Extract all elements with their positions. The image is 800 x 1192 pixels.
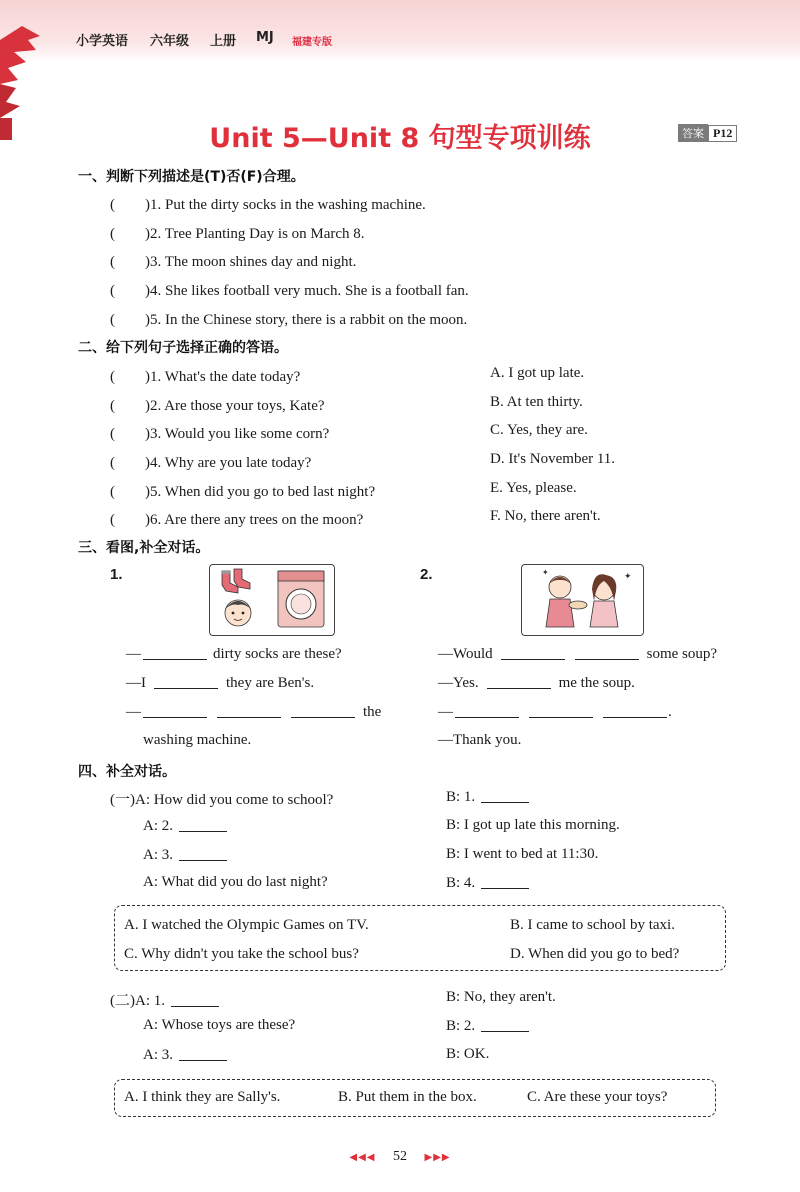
p2-option-b: B. Put them in the box. <box>338 1089 477 1105</box>
answer-reference <box>678 124 737 142</box>
socks-illustration-icon <box>222 569 250 593</box>
p1-b1-blank[interactable] <box>481 788 529 803</box>
s1-item-5: ( )5. In the Chinese story, there is a rabbit on the moon. <box>110 312 468 328</box>
d2-text-2b: me the soup. <box>558 675 635 691</box>
s2-question-5: ( )5. When did you go to bed last night? <box>110 484 376 500</box>
header-grade: 六年级 <box>150 34 190 49</box>
d1-line-1 <box>126 645 342 663</box>
d1-blank-1[interactable] <box>143 645 207 660</box>
p1-b4 <box>446 874 529 892</box>
d2-text-1a: —Would <box>438 646 493 662</box>
p1-a1 <box>110 788 333 809</box>
p2-a3 <box>143 1046 227 1064</box>
picture-2 <box>521 564 644 636</box>
picture-1 <box>209 564 335 636</box>
s2-answer-f: F. No, there aren't. <box>490 508 601 524</box>
p1-label: (一) <box>110 792 135 808</box>
p2-a1-text: A: 1. <box>135 993 165 1009</box>
p1-a2-text: A: 2. <box>143 818 173 834</box>
d2-blank-1b[interactable] <box>575 645 639 660</box>
section4-heading: 四、补全对话。 <box>78 764 176 780</box>
d2-line-1 <box>438 645 717 663</box>
d1-blank-2[interactable] <box>154 674 218 689</box>
p1-a2 <box>143 817 227 835</box>
p1-option-a: A. I watched the Olympic Games on TV. <box>124 917 369 933</box>
header-version: MJ <box>256 30 274 45</box>
header-book: 小学英语 <box>76 34 129 49</box>
washing-machine-illustration-icon <box>278 571 324 627</box>
s2-answer-a: A. I got up late. <box>490 365 585 381</box>
d1-blank-3c[interactable] <box>291 703 355 718</box>
d2-blank-3c[interactable] <box>603 703 667 718</box>
p1-a1-text: A: How did you come to school? <box>135 792 334 808</box>
p1-option-c: C. Why didn't you take the school bus? <box>124 946 359 962</box>
s2-answer-b: B. At ten thirty. <box>490 394 583 410</box>
p2-label: (二) <box>110 993 135 1009</box>
d2-text-1b: some soup? <box>646 646 718 662</box>
s2-question-2: ( )2. Are those your toys, Kate? <box>110 398 325 414</box>
d2-line-3 <box>438 703 672 721</box>
section2-heading: 二、给下列句子选择正确的答语。 <box>78 340 288 356</box>
d1-text-2b: they are Ben's. <box>226 675 315 691</box>
section1-heading: 一、判断下列描述是(T)否(F)合理。 <box>78 169 305 185</box>
p1-a2-blank[interactable] <box>179 817 227 832</box>
p2-b1: B: No, they aren't. <box>446 989 556 1005</box>
p1-b1 <box>446 788 529 806</box>
p1-b1-text: B: 1. <box>446 789 476 805</box>
d1-dash-3: — <box>126 704 141 720</box>
d2-blank-3a[interactable] <box>455 703 519 718</box>
p1-a4: A: What did you do last night? <box>143 874 328 890</box>
p2-b2 <box>446 1017 529 1035</box>
answer-page: P12 <box>708 125 737 142</box>
d2-blank-1a[interactable] <box>501 645 565 660</box>
svg-text:✦: ✦ <box>542 568 549 577</box>
s2-question-1: ( )1. What's the date today? <box>110 369 301 385</box>
p2-b2-blank[interactable] <box>481 1017 529 1032</box>
s1-item-2: ( )2. Tree Planting Day is on March 8. <box>110 226 365 242</box>
s3-num-1: 1. <box>110 566 123 583</box>
s2-question-4: ( )4. Why are you late today? <box>110 455 312 471</box>
p2-a3-blank[interactable] <box>179 1046 227 1061</box>
d2-text-2a: —Yes. <box>438 675 479 691</box>
s2-answer-e: E. Yes, please. <box>490 480 577 496</box>
d1-text-2a: —I <box>126 675 146 691</box>
p1-b2: B: I got up late this morning. <box>446 817 620 833</box>
boy-face-illustration-icon <box>225 600 251 626</box>
p1-a3 <box>143 846 227 864</box>
page-title: Unit 5—Unit 8 句型专项训练 <box>209 123 591 154</box>
p1-b3: B: I went to bed at 11:30. <box>446 846 599 862</box>
p2-b3: B: OK. <box>446 1046 490 1062</box>
d1-line-4: washing machine. <box>143 732 252 748</box>
s1-item-1: ( )1. Put the dirty socks in the washing machine. <box>110 197 426 213</box>
p2-a1 <box>110 989 219 1010</box>
p1-a3-blank[interactable] <box>179 846 227 861</box>
page-footer <box>0 1149 800 1165</box>
prev-arrows-icon: ◀◀◀ <box>349 1152 376 1163</box>
d1-line-3 <box>126 703 381 721</box>
p1-b4-text: B: 4. <box>446 875 476 891</box>
s1-item-3: ( )3. The moon shines day and night. <box>110 254 357 270</box>
s3-num-2: 2. <box>420 566 433 583</box>
header-term: 上册 <box>210 34 237 49</box>
p2-a2: A: Whose toys are these? <box>143 1017 296 1033</box>
p1-a3-text: A: 3. <box>143 847 173 863</box>
s2-question-3: ( )3. Would you like some corn? <box>110 426 330 442</box>
header-edition: 福建专版 <box>292 37 332 48</box>
d1-text-3: the <box>363 704 382 720</box>
answer-label: 答案 <box>678 124 708 142</box>
s1-item-4: ( )4. She likes football very much. She is a football fan. <box>110 283 469 299</box>
d2-line-4: —Thank you. <box>438 732 522 748</box>
girls-sharing-soup-illustration-icon <box>522 565 643 635</box>
d1-line-2 <box>126 674 314 692</box>
p2-option-a: A. I think they are Sally's. <box>124 1089 281 1105</box>
next-arrows-icon: ▶▶▶ <box>424 1152 451 1163</box>
d1-blank-3b[interactable] <box>217 703 281 718</box>
p2-a1-blank[interactable] <box>171 992 219 1007</box>
page-number: 52 <box>393 1149 407 1164</box>
p1-b4-blank[interactable] <box>481 874 529 889</box>
d1-text-1: dirty socks are these? <box>213 646 342 662</box>
p1-option-b: B. I came to school by taxi. <box>510 917 675 933</box>
d2-line-2 <box>438 674 635 692</box>
d1-dash-1: — <box>126 646 141 662</box>
s2-answer-c: C. Yes, they are. <box>490 422 588 438</box>
d2-blank-2[interactable] <box>487 674 551 689</box>
svg-text:✦: ✦ <box>624 571 632 581</box>
section3-heading: 三、看图,补全对话。 <box>78 540 210 556</box>
d2-dash-3: — <box>438 704 453 720</box>
s2-question-6: ( )6. Are there any trees on the moon? <box>110 512 364 528</box>
p1-option-d: D. When did you go to bed? <box>510 946 680 962</box>
p2-option-c: C. Are these your toys? <box>527 1089 668 1105</box>
s2-answer-d: D. It's November 11. <box>490 451 616 467</box>
d2-text-3: . <box>668 704 672 720</box>
d1-blank-3a[interactable] <box>143 703 207 718</box>
d2-blank-3b[interactable] <box>529 703 593 718</box>
p2-a3-text: A: 3. <box>143 1047 173 1063</box>
p2-b2-text: B: 2. <box>446 1018 476 1034</box>
